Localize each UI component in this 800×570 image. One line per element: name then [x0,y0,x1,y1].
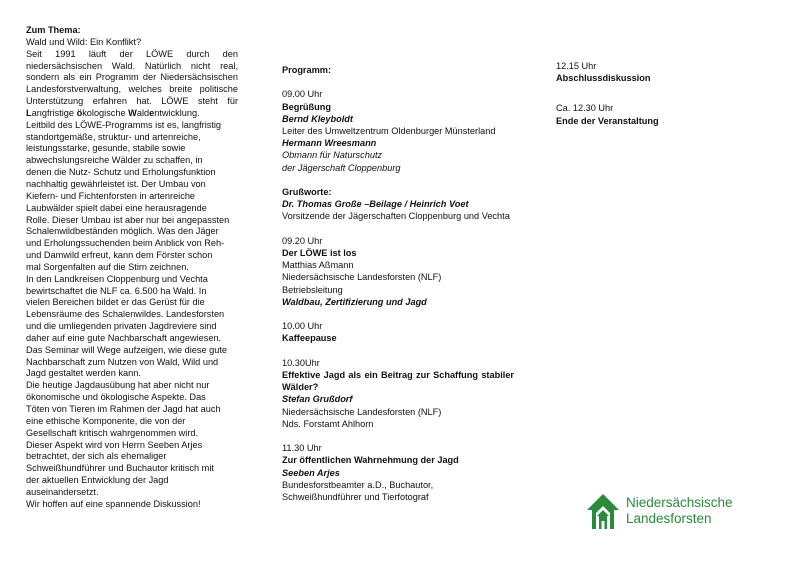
text-line: Nachbarschaft zum Nutzen von Wald, Wild und [26,356,219,367]
program-speaker: Seeben Arjes [282,467,340,478]
program-item-welcome [282,88,514,173]
text-line: Das Seminar will Wege aufzeigen, wie diese gute [26,344,228,355]
text-line: vielen Bereichen bildet er das Gerüst für die [26,297,205,308]
text-line: Leitbild des LÖWE-Programms ist es, langfristig [26,119,222,130]
acronym-letter: e [149,107,155,118]
text-line: mal Sorgenfalten auf die Stirn zeichnen. [26,261,189,272]
closing-title: Abschlussdiskussion [556,73,651,84]
text-line: betrachtet, der sich als ehemaliger [26,451,167,462]
text-line: und die umliegenden privaten Jagdreviere sind [26,321,217,332]
program-detail: der Jägerschaft Cloppenburg [282,162,401,173]
text-line: Dieser Aspekt wird von Herrn Seeben Arjes [26,439,203,450]
program-title: Effektive Jagd als ein Beitrag zur Schaffung stabiler Wälder? [282,370,514,393]
text-line: nachhaltig gewährleistet ist. Der Umbau von [26,178,206,189]
text-line: sondern als ein Programm der Niedersächsischen [26,72,238,83]
program-time: 09.00 Uhr [282,89,323,100]
text-line: denen die Nutz- Schutz und Erholungsfunktion [26,167,216,178]
acronym-word: ntwicklung. [154,107,200,118]
tree-logo-icon [584,491,622,533]
text-line: Wir hoffen auf eine spannende Diskussion! [26,498,201,509]
program-title: Der LÖWE ist los [282,248,357,258]
program-detail: Niedersächsische Landesforsten (NLF) [282,272,442,283]
program-heading: Programm: [282,65,332,75]
closing-title: Ende der Veranstaltung [556,115,659,126]
text-line: eine ethische Komponente, die von der [26,415,186,426]
program-detail: Vorsitzende der Jägerschaften Cloppenburg und Vechta [282,211,510,222]
logo-line-1: Niedersächsische [626,495,733,510]
topic-subheading: Wald und Wild: Ein Konflikt? [26,36,142,47]
program-item-loewe [282,235,514,308]
acronym-word: angfristige [31,107,77,118]
acronym-letter: L [26,107,32,118]
topic-intro [26,49,238,108]
closing-column [556,61,756,127]
landesforsten-logo [584,491,734,535]
text-line: auseinandersetzt. [26,486,99,497]
closing-time: 12.15 Uhr [556,61,597,71]
text-line: Die heutige Jagdausübung hat aber nicht nur [26,380,210,391]
text-line: Laubwälder spielt dabei eine herausragende [26,202,207,213]
topic-column [26,25,238,511]
program-detail: Obmann für Naturschutz [282,150,383,161]
text-line: ökonomische und ökologische Aspekte. Das [26,392,206,403]
text-line: Schweißhundführer und Buchautor kritisch mit [26,463,214,474]
program-detail: Matthias Aßmann [282,260,354,271]
program-detail: Bundesforstbeamter a.D., Buchautor, [282,479,434,490]
text-line: bewirtschaftet die NLF ca. 6.500 ha Wald. In [26,285,207,296]
program-column [282,64,514,503]
text-line: abwechslungsreiche Wälder zu schaffen, in [26,155,203,166]
program-detail: Betriebsleitung [282,284,343,295]
program-detail: Schweißhundführer und Tierfotograf [282,492,429,503]
text-line: In den Landkreisen Cloppenburg und Vechta [26,273,208,284]
program-title: Grußworte: [282,187,332,197]
text-line: Töten von Tieren im Rahmen der Jagd hat auch [26,404,221,414]
program-time: 10.30Uhr [282,357,320,368]
topic-heading: Zum Thema: [26,25,81,35]
program-time: 09.20 Uhr [282,235,323,246]
acronym-word: kologische [82,107,129,118]
program-subtitle: Waldbau, Zertifizierung und Jagd [282,296,427,307]
closing-item-discussion [556,60,756,84]
text-line: Kiefern- und Fichtenforsten in artenreiche [26,190,196,201]
program-detail: Nds. Forstamt Ahlhorn [282,418,374,429]
program-item-greetings [282,186,514,223]
text-line: niedersächsischen Wald. Natürlich nicht real, [26,60,238,71]
text-line: und Damwild erfreut, kann dem Förster schon [26,250,213,261]
text-line: daher auf eine gute Nachbarschaft angewiesen. [26,332,222,343]
program-speaker: Stefan Grußdorf [282,394,353,405]
program-speaker: Hermann Wreesmann [282,138,377,149]
program-item-hunting [282,357,514,430]
program-time: 10.00 Uhr [282,321,323,332]
logo-text [626,495,733,527]
program-item-break [282,320,514,344]
logo-line-2: Landesforsten [626,511,712,526]
acronym-letter: ö [76,107,83,118]
program-speaker: Dr. Thomas Große –Beilage / Heinrich Voet [282,199,469,210]
acronym-word: ald [136,107,150,118]
program-title: Begrüßung [282,101,331,112]
program-detail: Niedersächsische Landesforsten (NLF) [282,406,442,417]
text-line: Schalenwildbeständen möglich. Was den Jäger [26,226,219,237]
text-line: Lebensräume des Schalenwildes. Landesforsten [26,309,225,320]
text-line: Unterstützung erfahren hat. LÖWE steht für [26,96,238,107]
text-line: leistungsstarke, gesunde, stabile sowie [26,143,186,154]
text-line: Seit 1991 läuft der LÖWE durch den [26,48,238,59]
text-line: Rolle. Dieser Umbau ist aber nur bei angepassten [26,214,230,225]
closing-item-end [556,102,756,126]
program-title: Zur öffentlichen Wahrnehmung der Jagd [282,455,459,466]
acronym-letter: W [128,107,137,118]
text-line: der aktuellen Entwicklung der Jagd [26,475,169,486]
program-title: Kaffeepause [282,333,337,344]
program-speaker: Bernd Kleyboldt [282,113,353,124]
text-line: Jagd gestaltet werden kann. [26,368,141,379]
acronym-line [26,108,238,120]
topic-body [26,120,238,511]
text-line: und Erholungssuchenden beim Anblick von Reh- [26,238,225,249]
text-line: standortgemäße, struktur- und artenreiche, [26,131,201,142]
program-item-perception [282,442,514,503]
closing-time: Ca. 12.30 Uhr [556,103,614,114]
text-line: Landesforstverwaltung, welches breite politische [26,84,238,95]
program-time: 11.30 Uhr [282,443,322,454]
text-line: Gesellschaft kritisch wahrgenommen wird. [26,427,199,438]
program-detail: Leiter des Umweltzentrum Oldenburger Münsterland [282,126,496,136]
